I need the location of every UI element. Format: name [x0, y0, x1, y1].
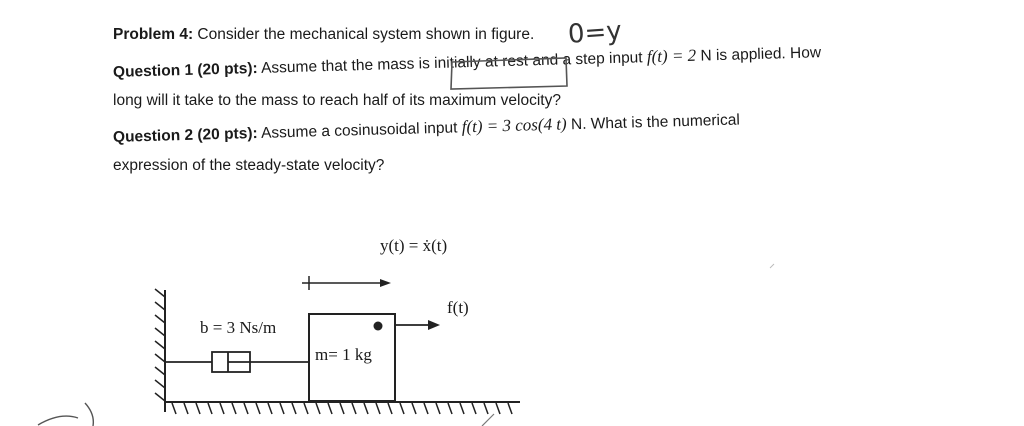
question2-heading: Question 2 (20 pts): — [112, 124, 258, 146]
question2-line2: expression of the steady-state velocity? — [113, 157, 385, 174]
question1-text-a: Assume that the mass is initially at rest and a step input — [260, 49, 643, 77]
damper-label: b = 3 Ns/m — [200, 318, 277, 337]
problem-heading: Problem 4: — [113, 26, 194, 43]
question2-text-b: N. What is the numerical — [570, 111, 741, 134]
stray-pen-mark-left-2 — [85, 403, 93, 426]
force-arrow-head — [428, 320, 440, 330]
mass-label-value: 1 kg — [342, 345, 372, 364]
stray-pen-mark-bottom — [482, 414, 494, 426]
velocity-arrow-head — [380, 279, 391, 287]
handwritten-box — [451, 58, 567, 89]
question1-math: f(t) = 2 — [646, 45, 697, 67]
question1-heading: Question 1 (20 pts): — [112, 59, 258, 81]
mass-label — [315, 345, 372, 365]
left-wall-hatch — [155, 289, 165, 401]
ground-hatch — [172, 403, 512, 414]
handwritten-note: 0=y — [567, 16, 623, 50]
stray-dot — [770, 264, 774, 268]
force-label: f(t) — [447, 298, 469, 317]
problem-text: Consider the mechanical system shown in figure. — [197, 26, 535, 43]
mass-attach-point — [374, 322, 383, 331]
question1-line2: long will it take to the mass to reach half of its maximum velocity? — [113, 92, 561, 109]
mass-label-var: m= — [315, 345, 338, 364]
question2-text-a: Assume a cosinusoidal input — [260, 119, 458, 142]
question1-text-b: N is applied. How — [700, 44, 822, 65]
velocity-label: y(t) = ẋ(t) — [380, 236, 448, 255]
stray-pen-mark-left — [38, 416, 78, 425]
question2-math: f(t) = 3 cos(4 t) — [461, 114, 567, 137]
